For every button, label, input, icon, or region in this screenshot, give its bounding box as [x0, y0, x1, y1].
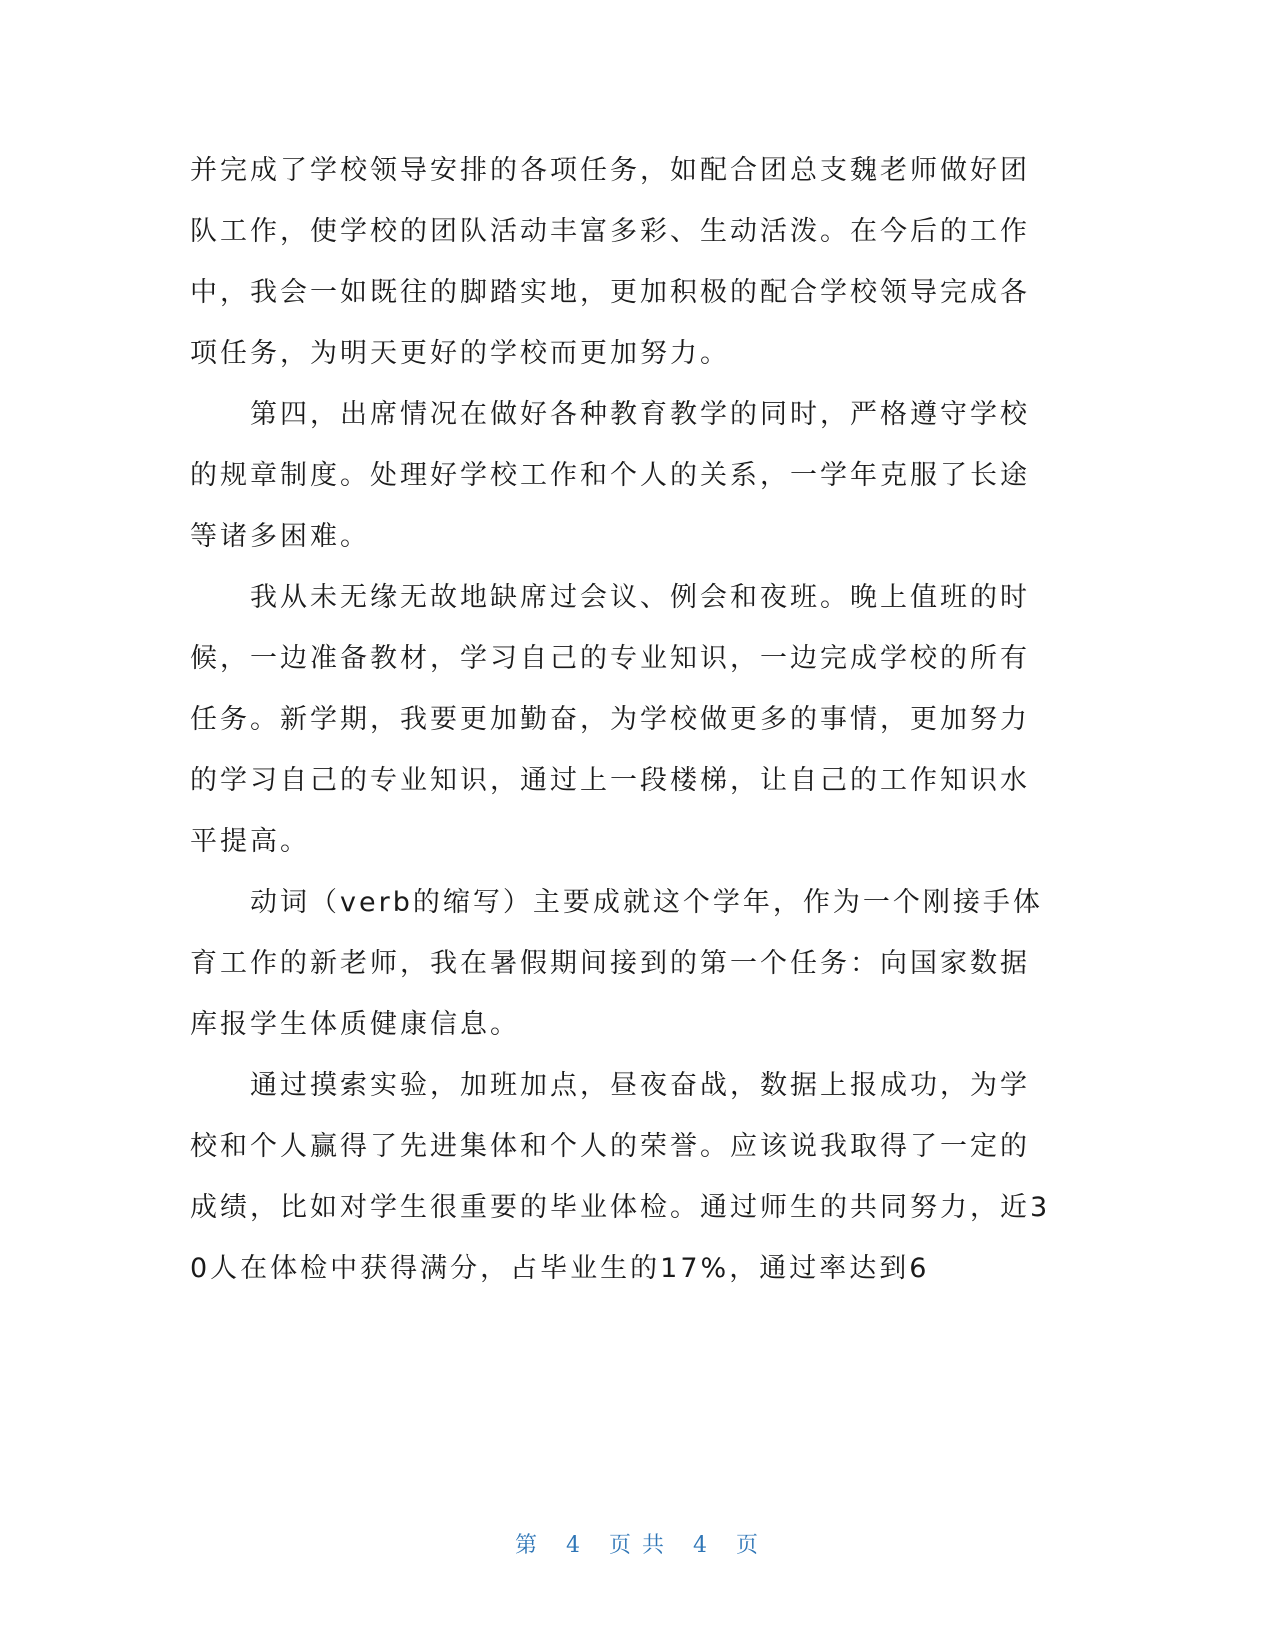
- footer-suffix: 页: [736, 1533, 761, 1558]
- text-line: 任务。新学期，我要更加勤奋，为学校做更多的事情，更加努力: [190, 704, 1030, 735]
- text-line: 队工作，使学校的团队活动丰富多彩、生动活泼。在今后的工作: [190, 216, 1030, 247]
- text-line: 0人在体检中获得满分，占毕业生的17%，通过率达到6: [190, 1253, 930, 1284]
- text-line: 动词（verb的缩写）主要成就这个学年，作为一个刚接手体: [190, 887, 1043, 918]
- total-pages-number: 4: [693, 1533, 709, 1558]
- text-line: 成绩，比如对学生很重要的毕业体检。通过师生的共同努力，近3: [190, 1192, 1051, 1223]
- text-line: 育工作的新老师，我在暑假期间接到的第一个任务：向国家数据: [190, 948, 1030, 979]
- text-line: 通过摸索实验，加班加点，昼夜奋战，数据上报成功，为学: [190, 1070, 1030, 1101]
- text-line: 的学习自己的专业知识，通过上一段楼梯，让自己的工作知识水: [190, 765, 1030, 796]
- text-line: 等诸多困难。: [190, 521, 370, 552]
- footer-middle: 页 共: [609, 1533, 666, 1558]
- text-line: 并完成了学校领导安排的各项任务，如配合团总支魏老师做好团: [190, 155, 1030, 186]
- text-line: 校和个人赢得了先进集体和个人的荣誉。应该说我取得了一定的: [190, 1131, 1030, 1162]
- text-line: 我从未无缘无故地缺席过会议、例会和夜班。晚上值班的时: [190, 582, 1030, 613]
- current-page-number: 4: [566, 1533, 582, 1558]
- text-line: 库报学生体质健康信息。: [190, 1009, 520, 1040]
- text-line: 候，一边准备教材，学习自己的专业知识，一边完成学校的所有: [190, 643, 1030, 674]
- page-footer: [0, 1528, 1275, 1559]
- text-line: 平提高。: [190, 826, 310, 857]
- text-line: 的规章制度。处理好学校工作和个人的关系，一学年克服了长途: [190, 460, 1030, 491]
- footer-prefix: 第: [514, 1533, 539, 1558]
- document-body: [190, 140, 1070, 1299]
- text-line: 项任务，为明天更好的学校而更加努力。: [190, 338, 730, 369]
- text-line: 中，我会一如既往的脚踏实地，更加积极的配合学校领导完成各: [190, 277, 1030, 308]
- text-line: 第四，出席情况在做好各种教育教学的同时，严格遵守学校: [190, 399, 1030, 430]
